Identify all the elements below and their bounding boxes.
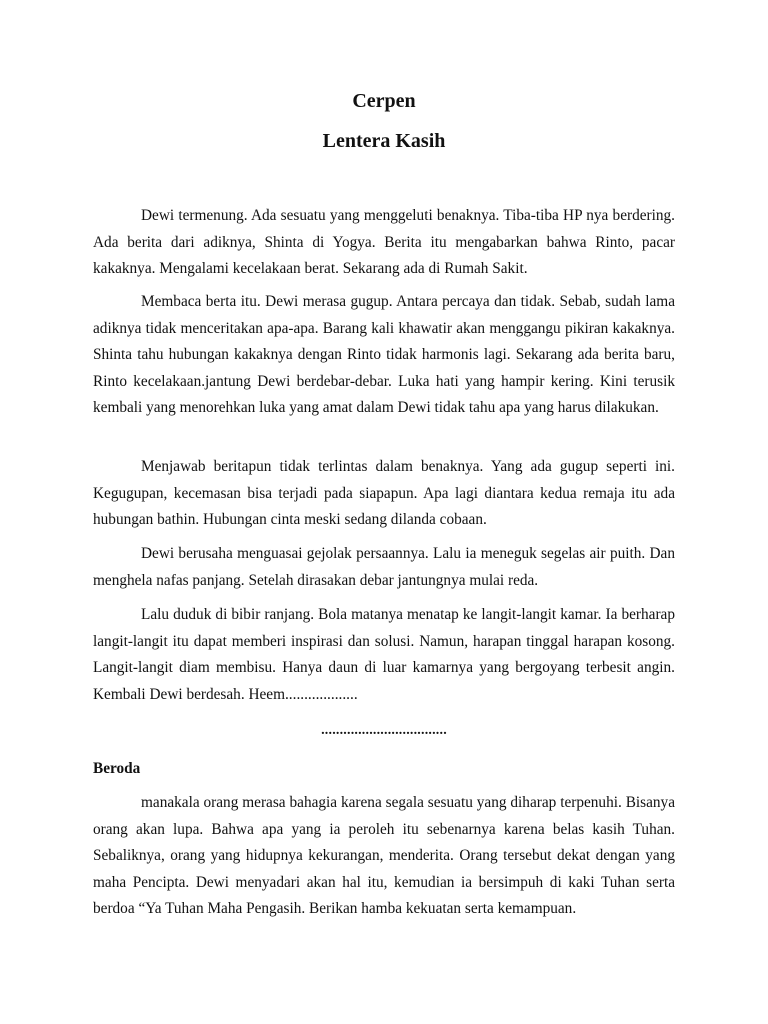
section-heading: Beroda	[93, 760, 141, 777]
paragraph-2: Membaca berta itu. Dewi merasa gugup. Antara percaya dan tidak. Sebab, sudah lama adiknya tidak menceritakan apa-apa. Barang kali khawatir akan menggangu pikiran kakaknya. Shinta tahu hubungan kakaknya dengan Rinto tidak harmonis lagi. Sekarang ada berita baru, Rinto kecelakaan.jantung Dewi berdebar-debar. Luka hati yang hampir kering. Kini terusik kembali yang menorehkan luka yang amat dalam Dewi tidak tahu apa yang harus dilakukan.	[93, 293, 675, 416]
paragraph-4: Dewi berusaha menguasai gejolak persaannya. Lalu ia meneguk segelas air puith. Dan menghela nafas panjang. Setelah dirasakan debar jantungnya mulai reda.	[93, 545, 675, 589]
story-title: Lentera Kasih	[322, 130, 446, 152]
paragraph-3: Menjawab beritapun tidak terlintas dalam benaknya. Yang ada gugup seperti ini. Kegugupan, kecemasan bisa terjadi pada siapapun. Apa lagi diantara kedua remaja itu ada hubungan bathin. Hubungan cinta meski sedang dilanda cobaan.	[93, 458, 675, 528]
section-separator: ..................................	[321, 723, 447, 738]
document-title: Cerpen	[352, 90, 416, 112]
paragraph-1: Dewi termenung. Ada sesuatu yang menggeluti benaknya. Tiba-tiba HP nya berdering. Ada berita dari adiknya, Shinta di Yogya. Berita itu mengabarkan bahwa Rinto, pacar kakaknya. Mengalami kecelakaan berat. Sekarang ada di Rumah Sakit.	[93, 207, 675, 277]
section-paragraph: manakala orang merasa bahagia karena segala sesuatu yang diharap terpenuhi. Bisanya orang akan lupa. Bahwa apa yang ia peroleh itu sebenarnya karena belas kasih Tuhan. Sebaliknya, orang yang hidupnya kekurangan, menderita. Orang tersebut dekat dengan yang maha Pencipta. Dewi menyadari akan hal itu, kemudian ia bersimpuh di kaki Tuhan serta berdoa “Ya Tuhan Maha Pengasih. Berikan hamba kekuatan serta kemampuan.	[93, 794, 675, 917]
paragraph-5: Lalu duduk di bibir ranjang. Bola matanya menatap ke langit-langit kamar. Ia berharap langit-langit itu dapat memberi inspirasi dan solusi. Namun, harapan tinggal harapan kosong. Langit-langit diam membisu. Hanya daun di luar kamarnya yang bergoyang terbesit angin. Kembali Dewi berdesah. Heem...................	[93, 606, 675, 703]
